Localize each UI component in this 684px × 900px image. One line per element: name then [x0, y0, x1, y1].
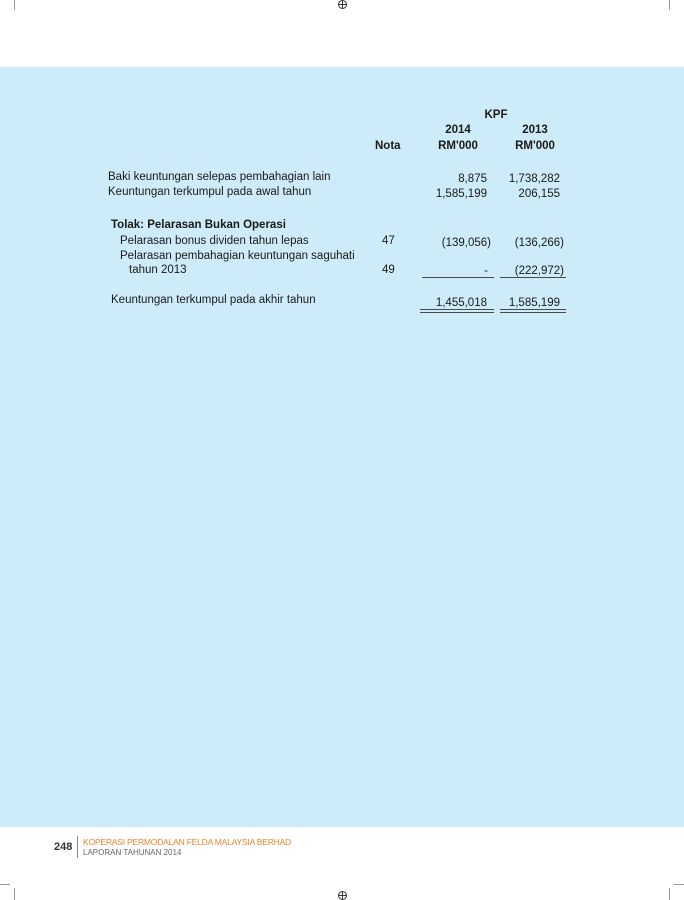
footer-organization: KOPERASI PERMODALAN FELDA MALAYSIA BERHAD: [83, 837, 291, 847]
subtotal-rule-current: [422, 277, 494, 278]
footer-report-title: LAPORAN TAHUNAN 2014: [83, 848, 182, 857]
statement-panel: [0, 67, 684, 827]
row-value-current: 8,875: [458, 173, 487, 185]
crop-mark-top-left: [14, 0, 15, 10]
nota-header: Nota: [375, 140, 401, 152]
crop-mark-bottom-left: [14, 888, 15, 900]
registration-mark-top-icon: [338, 0, 347, 9]
crop-mark-left-bottom: [0, 884, 10, 885]
unit-prior-header: RM'000: [515, 140, 555, 152]
unit-current-header: RM'000: [438, 140, 478, 152]
page-number: 248: [54, 841, 73, 853]
total-value-current: 1,455,018: [435, 297, 487, 309]
total-label: Keuntungan terkumpul pada akhir tahun: [111, 294, 316, 306]
row-label: Baki keuntungan selepas pembahagian lain: [108, 171, 331, 183]
row-value-prior: 206,155: [518, 188, 560, 200]
deduction-label: Pelarasan bonus dividen tahun lepas: [120, 235, 309, 247]
deduction-value-current: (139,056): [441, 237, 491, 249]
deduction-label-line2: tahun 2013: [129, 264, 187, 276]
total-value-prior: 1,585,199: [508, 297, 560, 309]
registration-mark-bottom-icon: [338, 891, 347, 900]
row-value-current: 1,585,199: [435, 188, 487, 200]
year-current-header: 2014: [445, 124, 471, 136]
crop-mark-bottom-right: [669, 888, 670, 900]
row-label: Keuntungan terkumpul pada awal tahun: [108, 186, 312, 198]
crop-mark-right-bottom: [674, 884, 684, 885]
row-value-prior: 1,738,282: [508, 173, 560, 185]
deduction-nota: 49: [382, 264, 395, 276]
deduction-value-current: -: [484, 265, 488, 277]
crop-mark-top-right: [669, 0, 670, 10]
subtotal-rule-prior: [500, 277, 566, 278]
deduction-value-prior: (222,972): [514, 265, 564, 277]
deductions-heading: Tolak: Pelarasan Bukan Operasi: [111, 219, 286, 231]
footer-divider: [77, 836, 78, 858]
deduction-value-prior: (136,266): [514, 237, 564, 249]
deduction-nota: 47: [382, 235, 395, 247]
deduction-label-line1: Pelarasan pembahagian keuntungan saguhati: [120, 250, 355, 262]
total-double-rule-current: [420, 309, 494, 313]
total-double-rule-prior: [500, 309, 566, 313]
entity-header: KPF: [484, 109, 508, 121]
year-prior-header: 2013: [522, 124, 548, 136]
